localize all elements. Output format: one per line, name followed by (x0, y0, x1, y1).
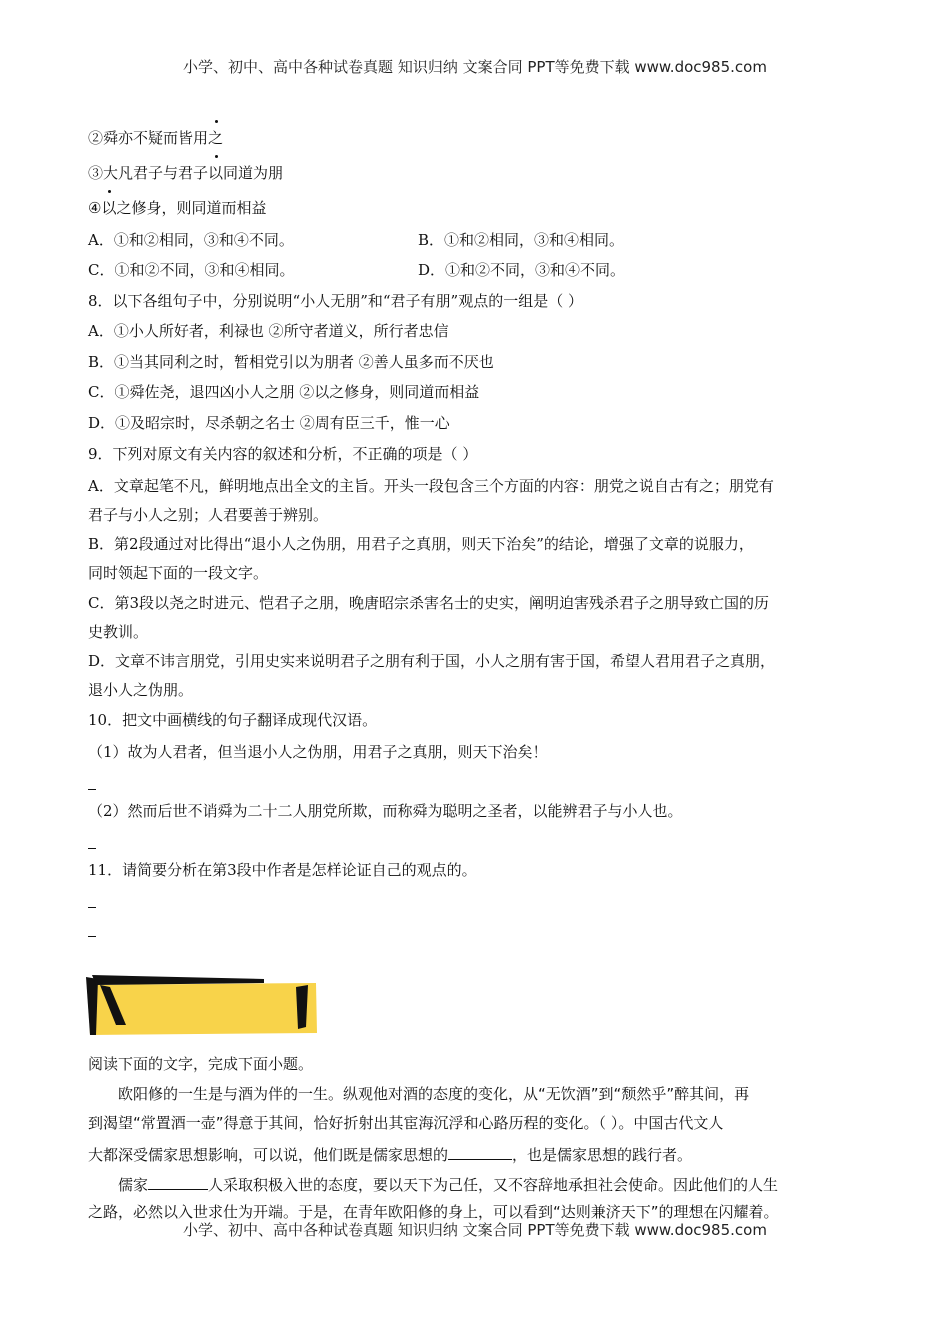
passage-p2-line2: 之路，必然以入世求仕为开端。于是，在青年欧阳修的身上，可以看到“达则兼济天下”的理想在闪耀着。 (88, 1203, 779, 1221)
fill-blank (148, 1173, 208, 1190)
q7-option-a: A．①和②相同，③和④不同。 (88, 231, 294, 249)
q7-item-4: ④以之修身，则同道而相益 (88, 199, 267, 217)
passage-p1-line2: 到渴望“常置酒一壶”得意于其间，恰好折射出其宦海沉浮和心路历程的变化。（ ）。中国古代文人 (88, 1114, 724, 1132)
q9-option-d-line1: D．文章不讳言朋党，引用史实来说明君子之朋有利于国，小人之朋有害于国，希望人君用君子之真朋， (88, 652, 776, 670)
banner-left-stroke (86, 977, 98, 1035)
section-banner-graphic (84, 975, 319, 1037)
q9-option-a-line2: 君子与小人之别；人君要善于辨别。 (88, 506, 329, 524)
q9-option-c-line1: C．第3段以尧之时进元、恺君子之朋，晚唐昭宗杀害名士的史实，阐明迫害残杀君子之朋导致亡国的历 (88, 594, 770, 612)
q7-option-c: C．①和②不同，③和④相同。 (88, 261, 295, 279)
q10-sentence-1: （1）故为人君者，但当退小人之伪朋，用君子之真朋，则天下治矣！ (88, 743, 548, 761)
emphasis-dot-char: 以 (208, 164, 224, 182)
q10-stem: 10．把文中画横线的句子翻译成现代汉语。 (88, 711, 378, 729)
answer-line (88, 848, 96, 849)
answer-line (88, 907, 96, 908)
page-header: 小学、初中、高中各种试卷真题 知识归纳 文案合同 PPT等免费下载 www.doc985.com (183, 58, 767, 76)
q10-sentence-2: （2）然而后世不诮舜为二十二人朋党所欺，而称舜为聪明之圣者，以能辨君子与小人也。 (88, 802, 683, 820)
banner-top-stroke (92, 975, 264, 985)
banner-right-stroke (296, 985, 308, 1029)
passage-p2-line1: 儒家 人采取积极入世的态度，要以天下为己任，又不容辞地承担社会使命。因此他们的人生 (118, 1173, 778, 1195)
q8-option-b: B．①当其同利之时，暂相党引以为朋者 ②善人虽多而不厌也 (88, 353, 494, 371)
q8-option-c: C．①舜佐尧，退四凶小人之朋 ②以之修身，则同道而相益 (88, 383, 480, 401)
emphasis-dot-char: 之 (208, 129, 224, 147)
q8-option-a: A．①小人所好者，利禄也 ②所守者道义，所行者忠信 (88, 322, 449, 340)
q11-stem: 11．请简要分析在第3段中作者是怎样论证自己的观点的。 (88, 861, 477, 879)
banner-yellow-block (88, 983, 317, 1035)
q9-option-c-line2: 史教训。 (88, 623, 149, 641)
fill-blank (448, 1143, 512, 1160)
q9-option-b-line2: 同时领起下面的一段文字。 (88, 564, 269, 582)
q7-option-d: D．①和②不同，③和④不同。 (418, 261, 626, 279)
answer-line (88, 789, 96, 790)
passage-p1-line3: 大都深受儒家思想影响，可以说，他们既是儒家思想的 ，也是儒家思想的践行者。 (88, 1143, 692, 1165)
passage-p1-line1: 欧阳修的一生是与酒为伴的一生。纵观他对酒的态度的变化，从“无饮酒”到“颓然乎”醉其间，再 (118, 1085, 750, 1103)
emphasis-dot-char: 以 (101, 199, 117, 217)
q9-option-b-line1: B．第2段通过对比得出“退小人之伪朋，用君子之真朋，则天下治矣”的结论，增强了文章的说服力， (88, 535, 754, 553)
page-footer: 小学、初中、高中各种试卷真题 知识归纳 文案合同 PPT等免费下载 www.doc985.com (183, 1221, 767, 1239)
q7-item-2: ②舜亦不疑而皆用之 (88, 129, 224, 147)
q7-option-b: B．①和②相同，③和④相同。 (418, 231, 625, 249)
q9-option-a-line1: A．文章起笔不凡，鲜明地点出全文的主旨。开头一段包含三个方面的内容：朋党之说自古有之；朋党有 (88, 477, 774, 495)
q9-option-d-line2: 退小人之伪朋。 (88, 681, 194, 699)
section-instruction: 阅读下面的文字，完成下面小题。 (88, 1055, 314, 1073)
q9-stem: 9．下列对原文有关内容的叙述和分析，不正确的项是（ ） (88, 445, 478, 463)
q8-option-d: D．①及昭宗时，尽杀朝之名士 ②周有臣三千，惟一心 (88, 414, 450, 432)
q8-stem: 8．以下各组句子中，分别说明“小人无朋”和“君子有朋”观点的一组是（ ） (88, 292, 583, 310)
q7-item-3: ③大凡君子与君子以同道为朋 (88, 164, 284, 182)
answer-line (88, 936, 96, 937)
